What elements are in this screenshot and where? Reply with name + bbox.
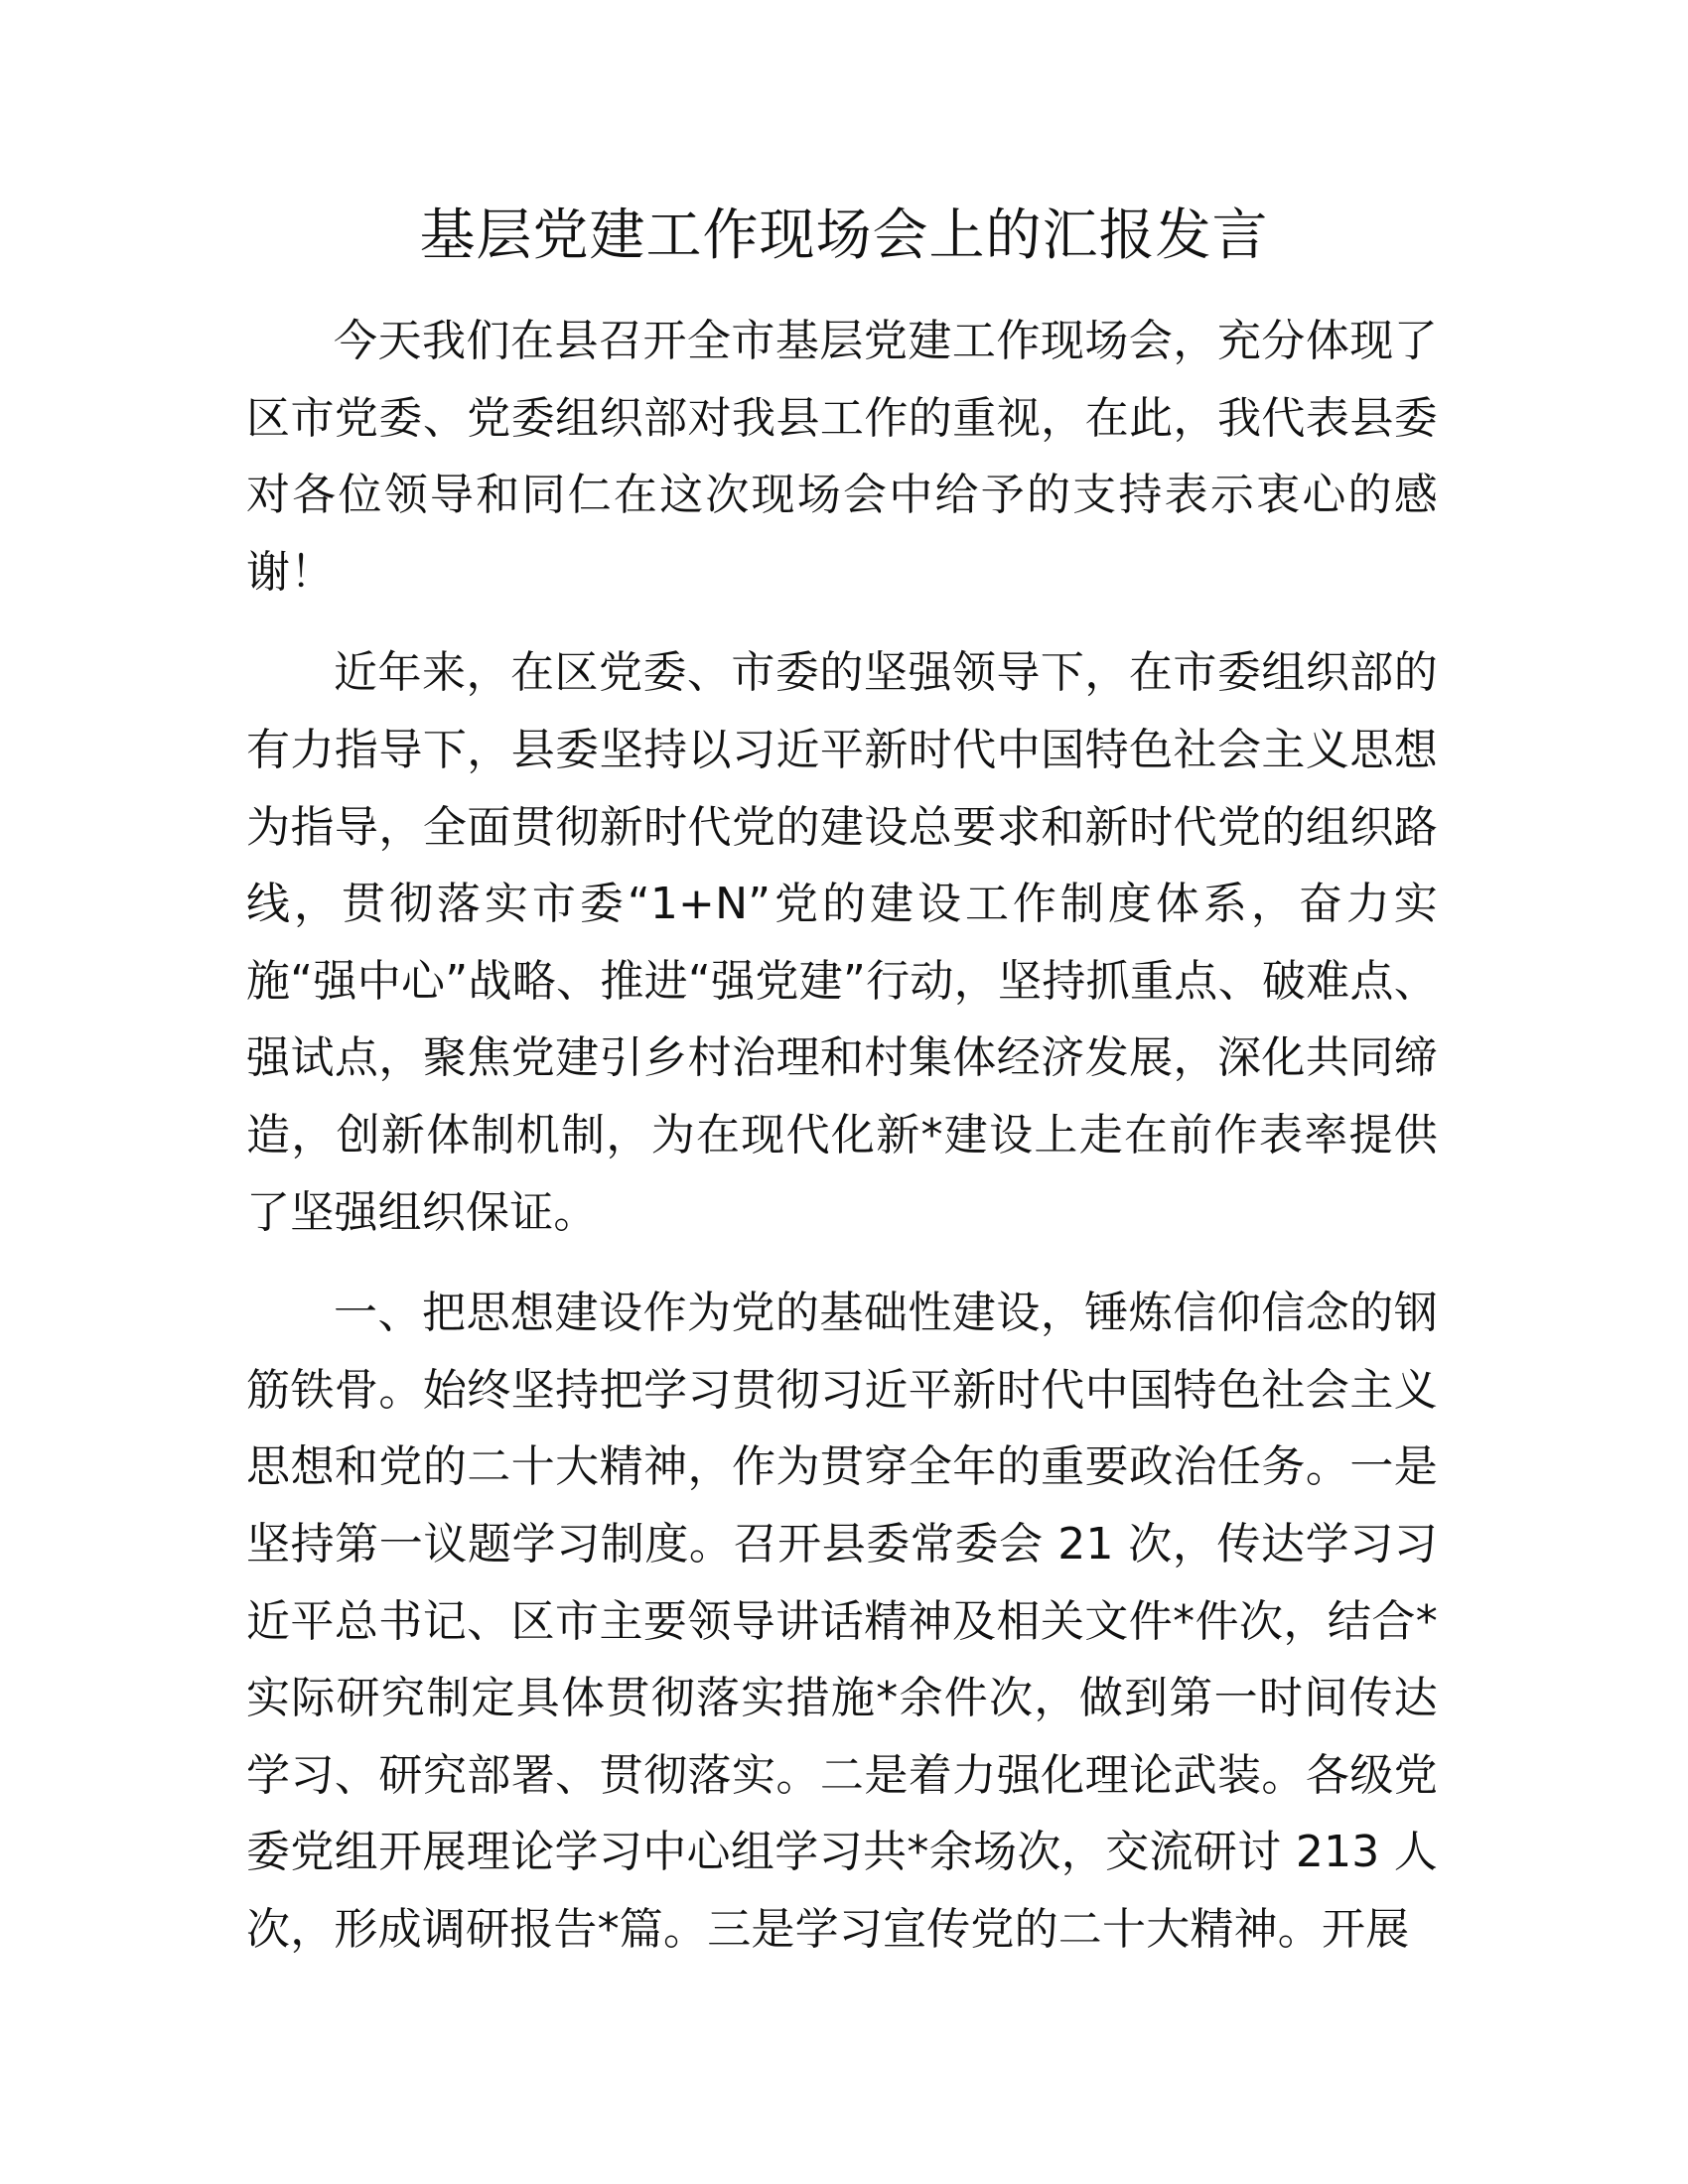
document-title: 基层党建工作现场会上的汇报发言 (419, 204, 1269, 268)
paragraph-overview: 近年来，在区党委、市委的坚强领导下，在市委组织部的有力指导下，县委坚持以习近平新时代中国特色社会主义思想为指导，全面贯彻新时代党的建设总要求和新时代党的组织路线，贯彻落实市委“1+N”党的建设工作制度体系，奋力实施“强中心”战略、推进“强党建”行动，坚持抓重点、破难点、强试点，聚焦党建引乡村治理和村集体经济发展，深化共同缔造，创新体制机制，为在现代化新*建设上走在前作表率提供了坚强组织保证。 (246, 647, 1438, 1238)
paragraph-section-one: 一、把思想建设作为党的基础性建设，锤炼信仰信念的钢筋铁骨。始终坚持把学习贯彻习近平新时代中国特色社会主义思想和党的二十大精神，作为贯穿全年的重要政治任务。一是坚持第一议题学习制度。召开县委常委会 21 次，传达学习习近平总书记、区市主要领导讲话精神及相关文件*件次，结合*实际研究制定具体贯彻落实措施*余件次，做到第一时间传达学习、研究部署、贯彻落实。二是着力强化理论武装。各级党委党组开展理论学习中心组学习共*余场次，交流研讨 213 人次，形成调研报告*篇。三是学习宣传党的二十大精神。开展 (246, 1288, 1438, 1955)
document-body (246, 303, 1438, 1991)
paragraph-opening: 今天我们在县召开全市基层党建工作现场会，充分体现了区市党委、党委组织部对我县工作的重视，在此，我代表县委对各位领导和同仁在这次现场会中给予的支持表示衷心的感谢！ (246, 316, 1438, 598)
